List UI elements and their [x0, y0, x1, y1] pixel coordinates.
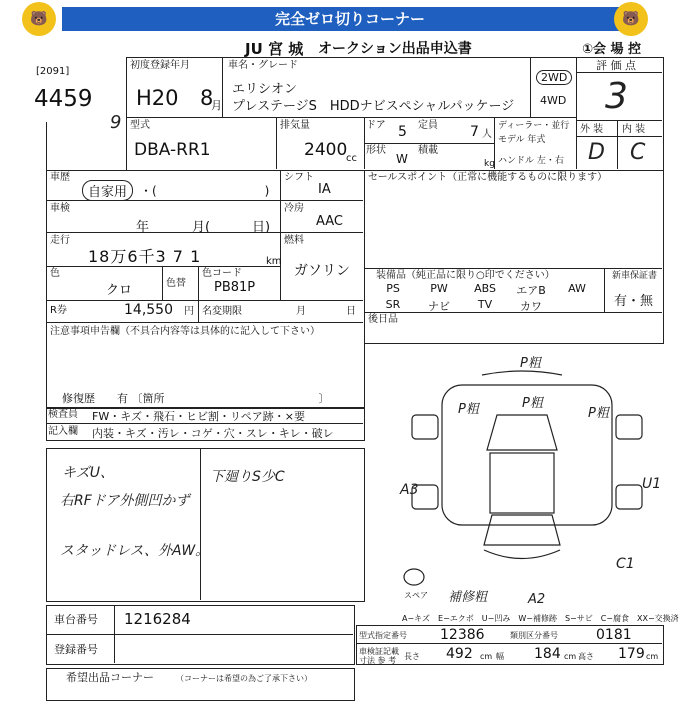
divider: [46, 634, 353, 635]
drive-2wd-option[interactable]: 2WD: [536, 70, 572, 85]
lot-number: 4459: [34, 86, 93, 112]
divider: [46, 300, 363, 301]
front-left-door: [412, 415, 438, 439]
recycle-label: R券: [50, 305, 67, 316]
history-value: 自家用: [82, 180, 133, 201]
backseat-label: 後日品: [368, 314, 398, 325]
damage-legend: A−キズ E−エクボ U−凹み W−補修跡 S−サビ C−腐食 XX−交換済: [402, 614, 679, 623]
mileage-unit: km: [266, 256, 282, 267]
model-name: エリシオン: [232, 82, 298, 97]
rear-bumper-arc: [484, 550, 560, 559]
class-number-label: 型式指定番号: [359, 631, 407, 640]
name-change-day: 日: [346, 306, 356, 317]
aircon-value: AAC: [316, 214, 343, 229]
diagram-spare-label: スペア: [404, 591, 428, 600]
fuel-value: ガソリン: [294, 263, 350, 279]
capacity-unit: 人: [482, 129, 492, 140]
divider: [46, 423, 363, 424]
dealer-label: ディーラー・並行: [498, 121, 570, 131]
drive-4wd-option[interactable]: 4WD: [540, 94, 567, 107]
front-right-door: [616, 415, 642, 439]
divider: [200, 448, 201, 600]
color-tone-label: 色替: [166, 278, 186, 289]
diagram-mark-front-left: P粗: [458, 402, 479, 417]
load-unit: kg: [484, 159, 495, 169]
rear-right-door: [616, 485, 642, 509]
diagram-mark-right: U1: [642, 476, 662, 492]
exterior-value: D: [588, 140, 605, 165]
doors-label: ドア: [366, 120, 386, 131]
fuel-label: 燃料: [284, 235, 304, 246]
name-change-label: 名変期限: [202, 306, 242, 317]
notes-label: 注意事項申告欄（不具合内容等は具体的に記入して下さい）: [50, 326, 320, 337]
inspection-month: 月(: [192, 220, 211, 235]
divider: [356, 643, 662, 644]
interior-value: C: [630, 140, 646, 165]
category-number-label: 類別区分番号: [510, 631, 558, 640]
model-label: 車名・グレード: [228, 60, 298, 71]
diagram-mark-top: P粗: [520, 356, 541, 371]
equipment-sr[interactable]: SR: [385, 298, 401, 311]
rating-label: 評 価 点: [596, 59, 636, 72]
lot-code: [2091]: [36, 66, 70, 77]
history-rest: ・( ): [140, 184, 270, 198]
divider: [364, 268, 662, 269]
divider: [46, 232, 363, 233]
org-name: JU 宮 城: [245, 40, 304, 58]
divider: [364, 312, 662, 313]
exterior-label: 外 装: [580, 124, 604, 135]
equipment-leather[interactable]: カワ: [520, 300, 542, 313]
copy-mark: ①会 場 控: [582, 42, 642, 57]
displacement-unit: cc: [346, 153, 357, 164]
aircon-label: 冷房: [284, 203, 304, 214]
spare-tire-icon: [404, 569, 424, 585]
repair-history: 修復歴 有 〔箇所 〕: [62, 392, 330, 405]
registration-number-label: 登録番号: [54, 643, 98, 656]
divider: [576, 120, 662, 121]
sales-frame: [364, 170, 664, 344]
form-title: オークション出品申込書: [318, 41, 472, 57]
divider: [576, 136, 662, 137]
divider: [198, 300, 199, 322]
mileage-label: 走行: [50, 235, 70, 246]
divider: [530, 57, 531, 117]
equipment-tv[interactable]: TV: [477, 298, 493, 311]
recycle-unit: 円: [184, 306, 194, 317]
wish-corner-label: 希望出品コーナー: [66, 671, 154, 684]
mileage-value: 18万6千3 7 1: [88, 247, 202, 266]
recorder-label: 記入欄: [48, 426, 78, 437]
divider: [126, 117, 576, 118]
diagram-mark-rear-a: A2: [528, 592, 546, 607]
model-year-label: モデル 年式: [498, 135, 546, 145]
front-bumper-arc: [482, 371, 562, 375]
color-label: 色: [50, 268, 60, 279]
equipment-pw[interactable]: PW: [430, 282, 448, 295]
divider: [222, 57, 223, 117]
shape-value: W: [396, 152, 408, 166]
bear-mascot-icon: 🐻: [614, 2, 648, 36]
rating-value: 3: [605, 76, 628, 117]
color-code-label: 色コード: [202, 268, 242, 279]
class-number-value: 12386: [440, 627, 485, 643]
rear-window-outline: [484, 515, 560, 545]
frame-number-value: 1216284: [124, 610, 191, 628]
inspection-day: 日): [252, 220, 271, 235]
width-unit: cm: [564, 652, 577, 661]
equipment-ps[interactable]: PS: [386, 282, 400, 295]
name-change-month: 月: [296, 306, 306, 317]
category-number-value: 0181: [596, 627, 632, 643]
color-code-value: PB81P: [214, 280, 256, 295]
shift-value: IA: [318, 182, 331, 197]
top-banner: [0, 0, 700, 38]
wish-corner-note: （コーナーは希望の為ご了承下さい）: [176, 674, 312, 683]
divider: [46, 322, 363, 323]
first-reg-month: 8: [200, 86, 214, 110]
inspection-label: 車検: [50, 203, 70, 214]
equipment-airbag[interactable]: エアB: [516, 284, 546, 297]
equipment-label: 装備品（純正品に限り○印でください）: [376, 270, 555, 281]
equipment-grid: [370, 282, 602, 312]
divider: [604, 268, 605, 312]
frame-number-label: 車台番号: [54, 613, 98, 626]
remark-line-1: キズU、: [62, 465, 114, 481]
width-value: 184: [534, 646, 561, 662]
shift-label: シフト: [284, 172, 314, 183]
divider: [276, 117, 277, 169]
load-label: 積載: [418, 145, 438, 156]
history-label: 車歴: [50, 172, 70, 183]
length-unit: cm: [480, 652, 493, 661]
diagram-mark-left: A3: [400, 482, 419, 498]
divider: [198, 266, 199, 300]
interior-label: 内 装: [622, 124, 646, 135]
new-warranty-value: 有・無: [614, 294, 654, 309]
height-label: 高さ: [578, 652, 594, 661]
remark-line-2: 右RFドア外側凹かず: [60, 493, 190, 509]
equipment-abs[interactable]: ABS: [474, 282, 496, 295]
divider: [280, 170, 281, 300]
bear-mascot-icon: 🐻: [22, 2, 56, 36]
lot-hand-mark: 9: [110, 112, 122, 133]
capacity-label: 定員: [418, 120, 438, 131]
handle-label: ハンドル 左・右: [498, 156, 564, 166]
dimensions-label: 車検証記載寸法 参 考: [359, 647, 399, 665]
recycle-value: 14,550: [124, 302, 173, 318]
checker-items: FW・キズ・飛石・ヒビ割・リペア跡・×要: [92, 410, 305, 423]
equipment-navi[interactable]: ナビ: [428, 300, 450, 313]
length-value: 492: [446, 646, 473, 662]
width-label: 幅: [496, 652, 504, 661]
capacity-value: 7: [470, 124, 479, 140]
banner-title: 完全ゼロ切りコーナー: [62, 7, 638, 31]
divider: [46, 200, 363, 201]
divider: [576, 57, 577, 169]
remark-line-3: スタッドレス、外AW。: [60, 543, 210, 559]
diagram-mark-right-low: C1: [616, 556, 635, 572]
displacement-value: 2400: [304, 140, 348, 160]
divider: [576, 72, 662, 73]
windshield-outline: [487, 415, 557, 450]
length-label: 長さ: [404, 652, 420, 661]
details-frame: [46, 170, 365, 409]
divider: [46, 266, 280, 267]
sales-label: セールスポイント（正常に機能するものに限ります）: [368, 172, 608, 183]
divider: [364, 143, 494, 144]
diagram-mark-front-center: P粗: [522, 396, 543, 411]
roof-outline: [490, 453, 554, 513]
height-value: 179: [618, 646, 645, 662]
divider: [617, 120, 618, 169]
diagram-mark-rear-b: 補修粗: [448, 590, 488, 605]
divider: [46, 122, 47, 170]
equipment-aw[interactable]: AW: [568, 282, 586, 295]
inspection-year: 年: [136, 220, 150, 235]
first-reg-label: 初度登録年月: [130, 60, 190, 71]
height-unit: cm: [646, 652, 659, 661]
remark-right: 下廻りS少C: [210, 469, 285, 485]
new-warranty-label: 新車保証書: [612, 271, 658, 281]
shape-label: 形状: [366, 145, 386, 156]
type-code-value: DBA-RR1: [134, 140, 211, 160]
first-reg-era-year: H20: [136, 86, 179, 110]
doors-value: 5: [398, 124, 407, 140]
divider: [162, 266, 163, 300]
checker-label: 検査員: [48, 409, 78, 420]
model-grade: プレステージS HDDナビスペシャルパッケージ: [232, 99, 515, 114]
diagram-mark-front-right: P粗: [588, 406, 609, 421]
first-reg-month-unit: 月: [211, 99, 222, 112]
recorder-items: 内装・キズ・汚レ・コゲ・穴・スレ・キレ・破レ: [92, 427, 334, 440]
displacement-label: 排気量: [280, 120, 310, 131]
color-value: クロ: [106, 283, 133, 298]
type-code-label: 型式: [130, 120, 150, 131]
